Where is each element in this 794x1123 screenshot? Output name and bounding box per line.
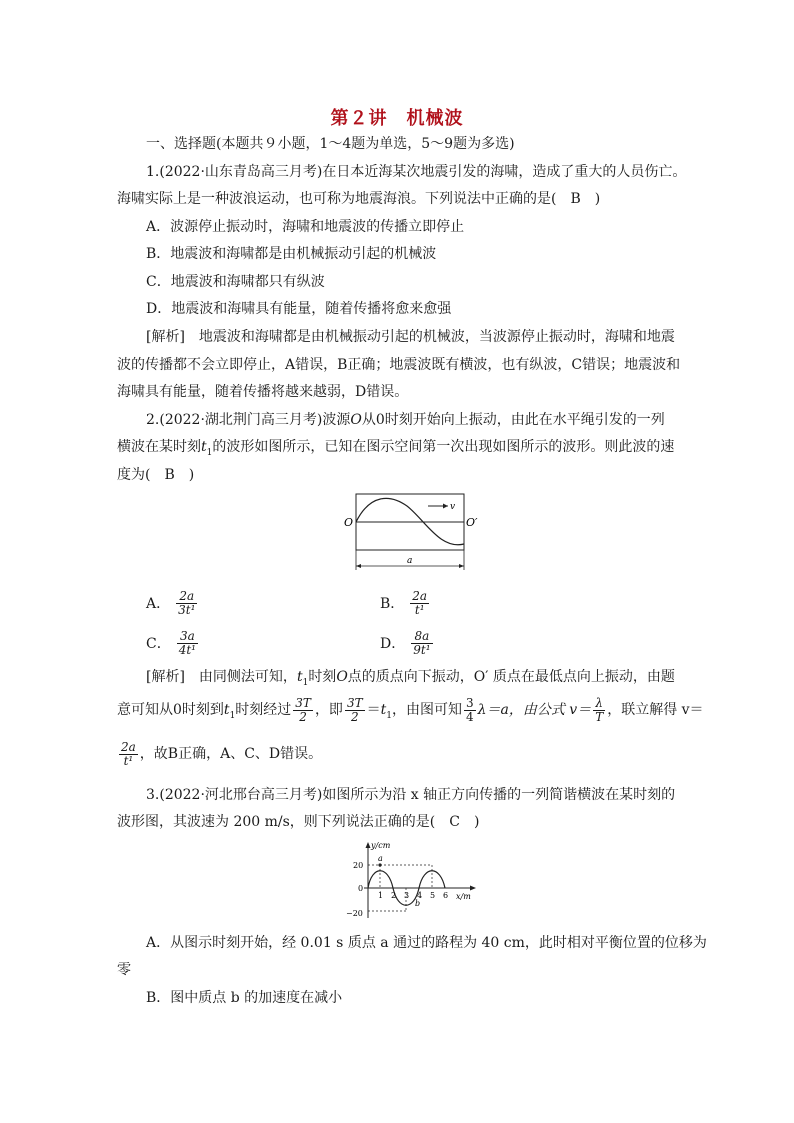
q3-option-a-line2: 零 xyxy=(117,962,131,978)
point-o-prime-label: O′ xyxy=(466,516,478,529)
x-tick-4: 4 xyxy=(417,891,423,900)
dim-arrow-left xyxy=(356,564,361,568)
page-title: 第２讲 机械波 xyxy=(330,108,464,129)
source-o-label: O xyxy=(344,516,354,529)
fraction-3-over-4: $\frac{3}{4}$ xyxy=(465,695,474,724)
q2-stem-line3: 度为( B ) xyxy=(117,467,195,483)
q2-stem-line1: 2.(2022·湖北荆门高三月考)波源O从0时刻开始向上振动，由此在水平绳引发的一列 xyxy=(146,412,665,428)
q1-option-a: A．波源停止振动时，海啸和地震波的传播立即停止 xyxy=(146,219,465,235)
fraction-lambda-over-T: $\frac{\lambda}{T}$ xyxy=(595,695,604,724)
q1-option-d: D．地震波和海啸具有能量，随着传播将愈来愈强 xyxy=(146,301,452,317)
q1-analysis-line1: [解析] 地震波和海啸都是由机械振动引起的机械波，当波源停止振动时，海啸和地震 xyxy=(146,329,675,345)
q1-option-b: B．地震波和海啸都是由机械振动引起的机械波 xyxy=(146,246,437,262)
x-tick-6: 6 xyxy=(443,891,449,900)
x-axis-arrow xyxy=(470,886,476,891)
section-header: 一、选择题(本题共９小题，1～4题为单选，5～9题为多选) xyxy=(146,136,515,152)
q2-analysis-line1: [解析] 由同侧法可知，$t_1$时刻O点的质点向下振动，O′ 质点在最低点向上振动，由题 xyxy=(146,669,675,688)
q3-stem-line1: 3.(2022·河北邢台高三月考)如图所示为沿 x 轴正方向传播的一列简谐横波在某时刻的 xyxy=(146,787,676,803)
y-tick-20: 20 xyxy=(353,861,364,870)
y-tick-neg20: −20 xyxy=(346,909,363,918)
q1-stem-line1: 1.(2022·山东青岛高三月考)在日本近海某次地震引发的海啸，造成了重大的人员伤亡。 xyxy=(146,164,687,180)
y-tick-0: 0 xyxy=(358,884,364,893)
width-label: a xyxy=(407,556,413,566)
point-a-label: a xyxy=(378,854,383,863)
point-a-marker xyxy=(378,863,381,866)
q2-option-b: B． $\frac{2a}{\text{t¹}}$ xyxy=(380,589,428,617)
x-axis-label: x/m xyxy=(456,892,471,901)
q3-option-a-line1: A．从图示时刻开始，经 0.01 s 质点 a 通过的路程为 40 cm，此时相对平衡位置的位移为 xyxy=(146,935,707,951)
q1-analysis-line2: 波的传播都不会立即停止，A错误，B正确；地震波既有横波，也有纵波，C错误；地震波和 xyxy=(117,357,681,373)
q3-option-b: B．图中质点 b 的加速度在减小 xyxy=(146,990,343,1006)
y-axis-arrow xyxy=(366,842,371,848)
fraction-3T-over-2: $\frac{3T}{2}$ xyxy=(295,695,311,724)
x-tick-3: 3 xyxy=(404,891,410,900)
q1-analysis-line3: 海啸具有能量，随着传播将越来越弱，D错误。 xyxy=(117,384,409,400)
q2-wave-figure xyxy=(340,490,480,574)
q2-analysis-line2: 意可知从0时刻到$t_1$时刻经过 $\frac{3T}{2}$ ，即 $\frac{3T}{2}$ $=t_1$，由图可知 $\frac{3}{4}$ λ＝a，由公式 v＝ $\frac{\lambda}{T}$ ，联立解得 v＝ xyxy=(117,695,704,724)
velocity-label: v xyxy=(450,502,456,512)
x-tick-2: 2 xyxy=(391,891,397,900)
velocity-arrowhead xyxy=(443,504,448,509)
q2-option-d: D． $\frac{8a}{\text{9t¹}}$ xyxy=(380,629,431,657)
q2-option-c: C． $\frac{3a}{\text{4t¹}}$ xyxy=(146,629,196,657)
q3-stem-line2: 波形图，其波速为 200 m/s，则下列说法正确的是( C ) xyxy=(117,814,480,830)
q2-option-a: A． $\frac{2a}{\text{3t¹}}$ xyxy=(146,589,196,617)
x-tick-5: 5 xyxy=(430,891,436,900)
point-b-label: b xyxy=(415,899,421,908)
fraction-3T-over-2-b: $\frac{3T}{2}$ xyxy=(346,695,363,724)
q2-stem-line2: 横波在某时刻$t_1$的波形如图所示，已知在图示空间第一次出现如图所示的波形。则此波的速 xyxy=(117,439,675,458)
y-axis-label: y/cm xyxy=(371,841,391,850)
fraction-answer: $\frac{2a}{\text{t¹}}$ xyxy=(121,739,136,768)
q3-wave-graph xyxy=(336,838,486,922)
q1-stem-line2: 海啸实际上是一种波浪运动，也可称为地震海浪。下列说法中正确的是( B ) xyxy=(117,191,601,207)
q1-option-c: C．地震波和海啸都只有纵波 xyxy=(146,274,325,290)
x-tick-1: 1 xyxy=(378,891,384,900)
dim-arrow-right xyxy=(459,564,464,568)
q2-analysis-line3: $\frac{2a}{\text{t¹}}$ ，故B正确，A、C、D错误。 xyxy=(121,739,323,768)
